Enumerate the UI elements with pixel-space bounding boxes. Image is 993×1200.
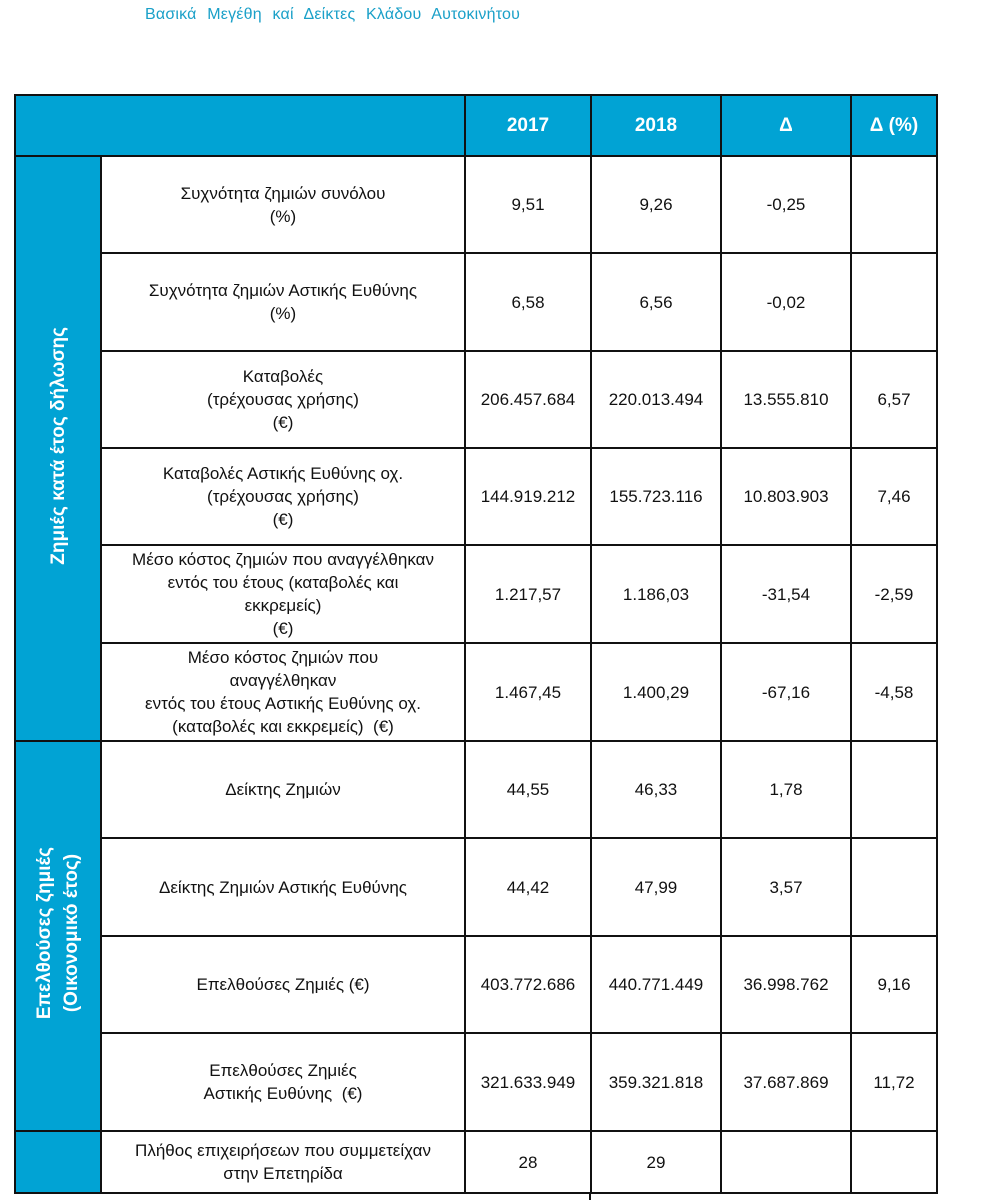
group-cell-incurred	[15, 741, 101, 1131]
value-2018: 9,26	[591, 156, 721, 253]
value-delta-pct: 7,46	[851, 448, 937, 545]
group-cell-by-report-year	[15, 156, 101, 741]
group-label-incurred: Επελθούσες ζημιές (Οικονομικό έτος)	[34, 846, 82, 1020]
value-delta-pct	[851, 156, 937, 253]
row-label: Μέσο κόστος ζημιών που αναγγέλθηκαν εντός του έτους Αστικής Ευθύνης οχ. (καταβολές και εκκρεμείς) (€)	[101, 643, 465, 741]
value-2018: 1.400,29	[591, 643, 721, 741]
row-label: Δείκτης Ζημιών	[101, 741, 465, 838]
header-blank-cell	[15, 95, 465, 156]
value-delta-pct	[851, 1131, 937, 1193]
value-delta-pct: 6,57	[851, 351, 937, 448]
stats-table	[14, 94, 938, 1194]
row-label: Καταβολές Αστικής Ευθύνης οχ. (τρέχουσας χρήσης) (€)	[101, 448, 465, 545]
row-label: Πλήθος επιχειρήσεων που συμμετείχαν στην Επετηρίδα	[101, 1131, 465, 1193]
value-2018: 46,33	[591, 741, 721, 838]
value-delta-pct	[851, 253, 937, 351]
value-delta: 3,57	[721, 838, 851, 936]
value-2017: 44,42	[465, 838, 591, 936]
value-2018: 1.186,03	[591, 545, 721, 643]
value-2017: 403.772.686	[465, 936, 591, 1033]
value-2018: 359.321.818	[591, 1033, 721, 1131]
header-row	[15, 95, 937, 156]
value-2018: 220.013.494	[591, 351, 721, 448]
value-delta-pct: -4,58	[851, 643, 937, 741]
row-label: Επελθούσες Ζημιές Αστικής Ευθύνης (€)	[101, 1033, 465, 1131]
table-row	[15, 351, 937, 448]
table-edge-line	[589, 1192, 591, 1200]
value-2017: 321.633.949	[465, 1033, 591, 1131]
value-delta: -31,54	[721, 545, 851, 643]
table-row	[15, 448, 937, 545]
value-delta: 37.687.869	[721, 1033, 851, 1131]
value-delta-pct	[851, 838, 937, 936]
value-delta: -0,02	[721, 253, 851, 351]
table-row	[15, 741, 937, 838]
value-delta-pct	[851, 741, 937, 838]
table-row	[15, 838, 937, 936]
value-delta-pct: 9,16	[851, 936, 937, 1033]
value-2017: 1.217,57	[465, 545, 591, 643]
value-2018: 440.771.449	[591, 936, 721, 1033]
value-delta: 10.803.903	[721, 448, 851, 545]
table-row	[15, 545, 937, 643]
value-2017: 44,55	[465, 741, 591, 838]
value-delta-pct: -2,59	[851, 545, 937, 643]
table-row	[15, 936, 937, 1033]
row-label: Συχνότητα ζημιών συνόλου (%)	[101, 156, 465, 253]
value-delta: -67,16	[721, 643, 851, 741]
table-row	[15, 643, 937, 741]
row-label: Επελθούσες Ζημιές (€)	[101, 936, 465, 1033]
value-2018: 29	[591, 1131, 721, 1193]
value-delta: 1,78	[721, 741, 851, 838]
value-2017: 144.919.212	[465, 448, 591, 545]
value-delta-pct: 11,72	[851, 1033, 937, 1131]
value-2017: 28	[465, 1131, 591, 1193]
row-label: Καταβολές (τρέχουσας χρήσης) (€)	[101, 351, 465, 448]
header-2017: 2017	[465, 95, 591, 156]
table-row	[15, 156, 937, 253]
table-row	[15, 253, 937, 351]
value-2017: 206.457.684	[465, 351, 591, 448]
group-cell-empty	[15, 1131, 101, 1193]
group-label-by-report-year: Ζημιές κατά έτος δήλωσης	[47, 326, 69, 565]
value-delta: 13.555.810	[721, 351, 851, 448]
row-label: Δείκτης Ζημιών Αστικής Ευθύνης	[101, 838, 465, 936]
row-label: Μέσο κόστος ζημιών που αναγγέλθηκαν εντός του έτους (καταβολές και εκκρεμείς) (€)	[101, 545, 465, 643]
header-delta-pct: Δ (%)	[851, 95, 937, 156]
value-2018: 155.723.116	[591, 448, 721, 545]
table-row	[15, 1033, 937, 1131]
header-delta: Δ	[721, 95, 851, 156]
row-label: Συχνότητα ζημιών Αστικής Ευθύνης (%)	[101, 253, 465, 351]
value-2017: 9,51	[465, 156, 591, 253]
header-2018: 2018	[591, 95, 721, 156]
value-2017: 1.467,45	[465, 643, 591, 741]
value-delta: -0,25	[721, 156, 851, 253]
page-title: Βασικά Μεγέθη καί Δείκτες Κλάδου Αυτοκινήτου	[145, 6, 521, 23]
table-row	[15, 1131, 937, 1193]
value-2018: 6,56	[591, 253, 721, 351]
value-2018: 47,99	[591, 838, 721, 936]
value-delta: 36.998.762	[721, 936, 851, 1033]
value-delta	[721, 1131, 851, 1193]
value-2017: 6,58	[465, 253, 591, 351]
